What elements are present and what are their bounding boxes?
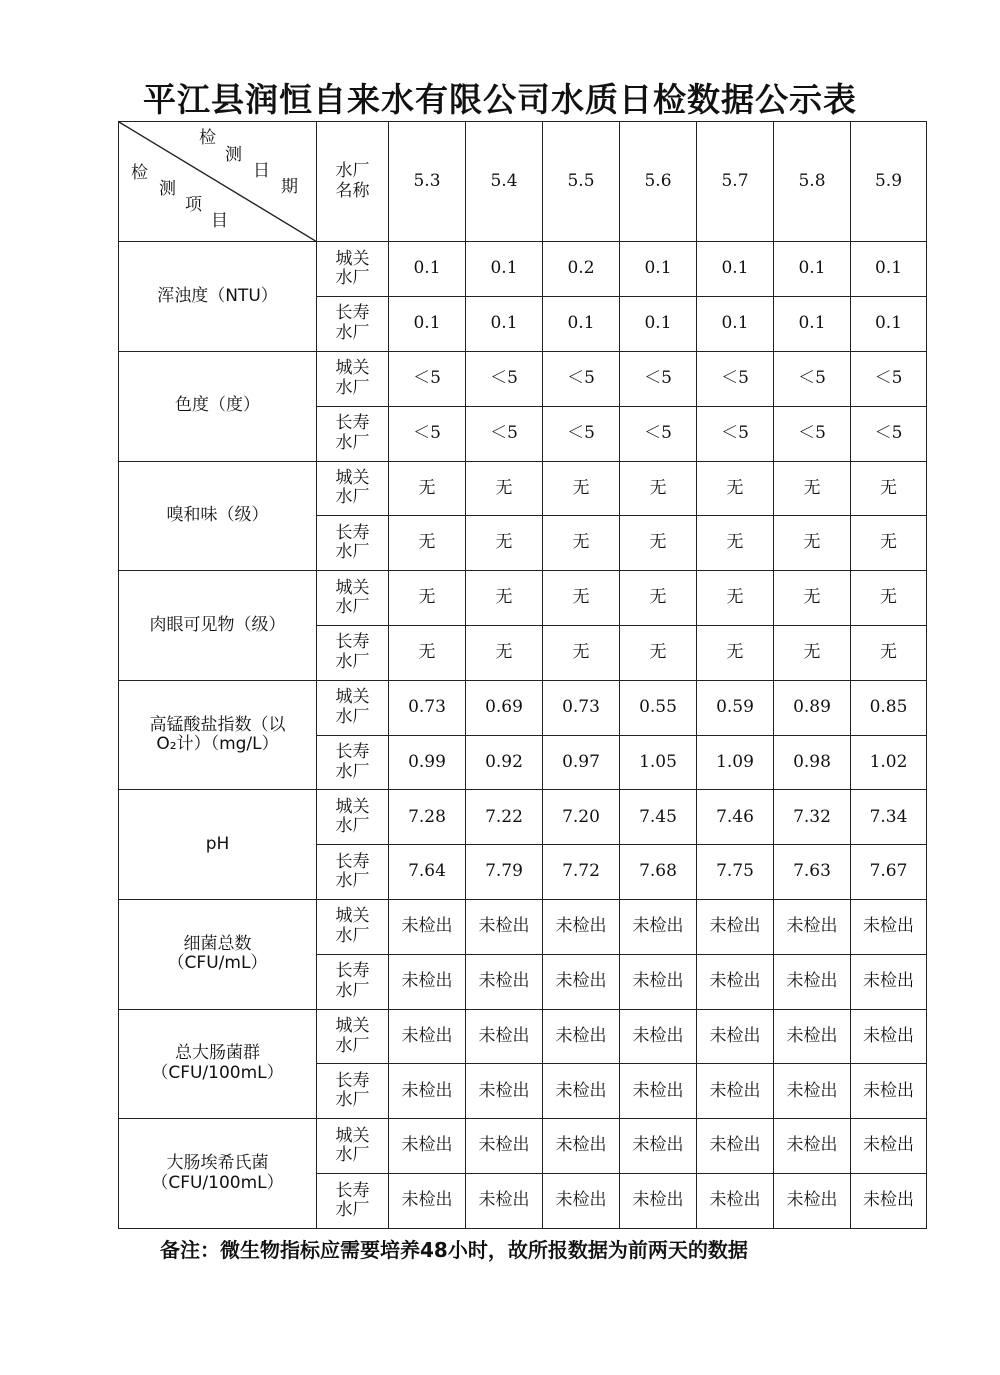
value-cell: 未检出 bbox=[620, 900, 697, 955]
value-cell: 0.1 bbox=[543, 297, 620, 352]
value-cell: 0.2 bbox=[543, 242, 620, 297]
value-cell: 无 bbox=[774, 516, 851, 571]
value-cell: 无 bbox=[466, 625, 543, 680]
value-cell: 未检出 bbox=[697, 954, 774, 1009]
value-cell: 0.97 bbox=[543, 735, 620, 790]
value-cell: 0.89 bbox=[774, 680, 851, 735]
value-cell: 未检出 bbox=[851, 900, 927, 955]
table-row bbox=[119, 571, 927, 626]
plant-name-cell: 城关 水厂 bbox=[317, 461, 389, 516]
value-cell: 未检出 bbox=[774, 1009, 851, 1064]
value-cell: 0.1 bbox=[851, 242, 927, 297]
value-cell: 0.1 bbox=[697, 242, 774, 297]
date-header: 5.9 bbox=[851, 122, 927, 242]
value-cell: 未检出 bbox=[851, 1174, 927, 1229]
date-header: 5.6 bbox=[620, 122, 697, 242]
value-cell: 0.92 bbox=[466, 735, 543, 790]
value-cell: 0.1 bbox=[774, 242, 851, 297]
value-cell: 未检出 bbox=[543, 1064, 620, 1119]
value-cell: 无 bbox=[697, 461, 774, 516]
value-cell: 无 bbox=[389, 571, 466, 626]
date-header: 5.7 bbox=[697, 122, 774, 242]
test-item-label: （CFU/mL） bbox=[167, 953, 268, 974]
footnote: 备注：微生物指标应需要培养48小时，故所报数据为前两天的数据 bbox=[160, 1238, 748, 1262]
value-cell: 未检出 bbox=[466, 900, 543, 955]
value-cell: 无 bbox=[774, 571, 851, 626]
value-cell: ＜5 bbox=[466, 406, 543, 461]
test-item-cell bbox=[119, 1009, 317, 1119]
plant-name-cell: 城关 水厂 bbox=[317, 680, 389, 735]
table-row bbox=[119, 900, 927, 955]
plant-name-cell: 长寿 水厂 bbox=[317, 1174, 389, 1229]
value-cell: 未检出 bbox=[697, 1009, 774, 1064]
value-cell: ＜5 bbox=[774, 406, 851, 461]
value-cell: 7.63 bbox=[774, 845, 851, 900]
value-cell: 0.1 bbox=[466, 297, 543, 352]
plant-name-cell: 长寿 水厂 bbox=[317, 297, 389, 352]
value-cell: 未检出 bbox=[543, 900, 620, 955]
value-cell: 0.1 bbox=[389, 297, 466, 352]
table-row bbox=[119, 680, 927, 735]
value-cell: ＜5 bbox=[774, 351, 851, 406]
test-item-cell bbox=[119, 351, 317, 461]
value-cell: 未检出 bbox=[697, 900, 774, 955]
value-cell: 0.73 bbox=[543, 680, 620, 735]
value-cell: 无 bbox=[466, 461, 543, 516]
value-cell: 未检出 bbox=[851, 1119, 927, 1174]
value-cell: 0.69 bbox=[466, 680, 543, 735]
value-cell: 未检出 bbox=[389, 900, 466, 955]
corner-top-char: 期 bbox=[281, 177, 298, 197]
value-cell: 1.05 bbox=[620, 735, 697, 790]
test-item-label: （CFU/100mL） bbox=[151, 1062, 284, 1083]
value-cell: 0.1 bbox=[466, 242, 543, 297]
value-cell: 无 bbox=[389, 516, 466, 571]
value-cell: 1.02 bbox=[851, 735, 927, 790]
value-cell: ＜5 bbox=[466, 351, 543, 406]
value-cell: 未检出 bbox=[466, 1119, 543, 1174]
value-cell: 7.67 bbox=[851, 845, 927, 900]
value-cell: 7.64 bbox=[389, 845, 466, 900]
test-item-label: 浑浊度（NTU） bbox=[157, 285, 278, 306]
date-header: 5.3 bbox=[389, 122, 466, 242]
test-item-label: 大肠埃希氏菌 bbox=[166, 1153, 269, 1174]
value-cell: 0.73 bbox=[389, 680, 466, 735]
value-cell: 无 bbox=[466, 571, 543, 626]
value-cell: 未检出 bbox=[620, 1064, 697, 1119]
value-cell: 1.09 bbox=[697, 735, 774, 790]
value-cell: 7.34 bbox=[851, 790, 927, 845]
value-cell: 未检出 bbox=[466, 1009, 543, 1064]
table-row bbox=[119, 351, 927, 406]
value-cell: 未检出 bbox=[543, 1009, 620, 1064]
value-cell: 未检出 bbox=[851, 1009, 927, 1064]
value-cell: 7.22 bbox=[466, 790, 543, 845]
corner-top-char: 测 bbox=[225, 145, 242, 165]
test-item-label: 色度（度） bbox=[175, 395, 260, 416]
value-cell: 无 bbox=[697, 516, 774, 571]
value-cell: 未检出 bbox=[620, 1009, 697, 1064]
value-cell: 未检出 bbox=[389, 1064, 466, 1119]
value-cell: 无 bbox=[620, 516, 697, 571]
table-row bbox=[119, 790, 927, 845]
value-cell: 7.28 bbox=[389, 790, 466, 845]
value-cell: 未检出 bbox=[620, 954, 697, 1009]
value-cell: 7.32 bbox=[774, 790, 851, 845]
value-cell: 0.1 bbox=[620, 297, 697, 352]
plant-name-cell: 城关 水厂 bbox=[317, 1119, 389, 1174]
value-cell: 无 bbox=[620, 571, 697, 626]
plant-name-cell: 长寿 水厂 bbox=[317, 516, 389, 571]
value-cell: ＜5 bbox=[697, 351, 774, 406]
value-cell: 0.1 bbox=[851, 297, 927, 352]
value-cell: 未检出 bbox=[389, 954, 466, 1009]
value-cell: ＜5 bbox=[851, 406, 927, 461]
test-item-label: 高锰酸盐指数（以 bbox=[149, 714, 286, 735]
value-cell: ＜5 bbox=[389, 406, 466, 461]
test-item-cell bbox=[119, 790, 317, 900]
value-cell: 无 bbox=[851, 571, 927, 626]
value-cell: 0.55 bbox=[620, 680, 697, 735]
date-header: 5.4 bbox=[466, 122, 543, 242]
value-cell: 未检出 bbox=[774, 1064, 851, 1119]
plant-name-cell: 城关 水厂 bbox=[317, 900, 389, 955]
value-cell: 无 bbox=[620, 461, 697, 516]
test-item-cell bbox=[119, 680, 317, 790]
date-header: 5.5 bbox=[543, 122, 620, 242]
value-cell: 未检出 bbox=[620, 1174, 697, 1229]
value-cell: 0.1 bbox=[774, 297, 851, 352]
water-quality-table bbox=[118, 121, 927, 1229]
value-cell: 0.1 bbox=[389, 242, 466, 297]
value-cell: 未检出 bbox=[389, 1119, 466, 1174]
corner-top-char: 检 bbox=[199, 128, 216, 148]
test-item-cell bbox=[119, 1119, 317, 1229]
table-row bbox=[119, 1009, 927, 1064]
plant-name-cell: 长寿 水厂 bbox=[317, 954, 389, 1009]
value-cell: ＜5 bbox=[697, 406, 774, 461]
value-cell: 未检出 bbox=[697, 1064, 774, 1119]
value-cell: 0.99 bbox=[389, 735, 466, 790]
value-cell: ＜5 bbox=[543, 351, 620, 406]
plant-name-cell: 城关 水厂 bbox=[317, 571, 389, 626]
test-item-label: pH bbox=[205, 833, 230, 854]
value-cell: 7.72 bbox=[543, 845, 620, 900]
value-cell: 无 bbox=[851, 516, 927, 571]
plant-name-cell: 城关 水厂 bbox=[317, 1009, 389, 1064]
test-item-label: 嗅和味（级） bbox=[166, 505, 269, 526]
corner-bottom-char: 检 bbox=[131, 163, 148, 183]
value-cell: 7.20 bbox=[543, 790, 620, 845]
test-item-label: 细菌总数 bbox=[183, 933, 252, 954]
value-cell: 7.75 bbox=[697, 845, 774, 900]
plant-name-cell: 城关 水厂 bbox=[317, 790, 389, 845]
value-cell: 未检出 bbox=[851, 1064, 927, 1119]
test-item-label: （CFU/100mL） bbox=[151, 1172, 284, 1193]
value-cell: 未检出 bbox=[697, 1119, 774, 1174]
value-cell: 无 bbox=[543, 516, 620, 571]
value-cell: 未检出 bbox=[774, 1119, 851, 1174]
value-cell: 无 bbox=[543, 625, 620, 680]
test-item-cell bbox=[119, 571, 317, 681]
value-cell: 无 bbox=[697, 571, 774, 626]
value-cell: 0.85 bbox=[851, 680, 927, 735]
value-cell: ＜5 bbox=[389, 351, 466, 406]
value-cell: 7.68 bbox=[620, 845, 697, 900]
value-cell: 7.46 bbox=[697, 790, 774, 845]
value-cell: 未检出 bbox=[543, 954, 620, 1009]
value-cell: 0.98 bbox=[774, 735, 851, 790]
value-cell: 无 bbox=[466, 516, 543, 571]
value-cell: 未检出 bbox=[389, 1009, 466, 1064]
value-cell: 无 bbox=[389, 461, 466, 516]
value-cell: 无 bbox=[774, 461, 851, 516]
value-cell: 0.1 bbox=[620, 242, 697, 297]
value-cell: 7.79 bbox=[466, 845, 543, 900]
value-cell: 未检出 bbox=[543, 1174, 620, 1229]
plant-name-cell: 长寿 水厂 bbox=[317, 406, 389, 461]
value-cell: ＜5 bbox=[620, 351, 697, 406]
value-cell: 无 bbox=[697, 625, 774, 680]
plant-name-header: 水厂 名称 bbox=[317, 122, 389, 242]
value-cell: 未检出 bbox=[543, 1119, 620, 1174]
value-cell: 无 bbox=[389, 625, 466, 680]
table-row bbox=[119, 1119, 927, 1174]
value-cell: 未检出 bbox=[466, 1174, 543, 1229]
plant-name-cell: 城关 水厂 bbox=[317, 242, 389, 297]
value-cell: 无 bbox=[851, 625, 927, 680]
value-cell: 无 bbox=[543, 461, 620, 516]
value-cell: 未检出 bbox=[466, 1064, 543, 1119]
value-cell: 未检出 bbox=[774, 1174, 851, 1229]
table-row bbox=[119, 461, 927, 516]
header-corner-cell bbox=[119, 122, 317, 242]
test-item-cell bbox=[119, 242, 317, 352]
value-cell: ＜5 bbox=[620, 406, 697, 461]
value-cell: 未检出 bbox=[774, 954, 851, 1009]
test-item-label: 总大肠菌群 bbox=[175, 1043, 260, 1064]
value-cell: 无 bbox=[620, 625, 697, 680]
value-cell: 未检出 bbox=[620, 1119, 697, 1174]
value-cell: ＜5 bbox=[851, 351, 927, 406]
value-cell: 0.59 bbox=[697, 680, 774, 735]
value-cell: ＜5 bbox=[543, 406, 620, 461]
value-cell: 未检出 bbox=[697, 1174, 774, 1229]
value-cell: 7.45 bbox=[620, 790, 697, 845]
plant-name-cell: 长寿 水厂 bbox=[317, 735, 389, 790]
plant-name-cell: 长寿 水厂 bbox=[317, 1064, 389, 1119]
plant-name-cell: 长寿 水厂 bbox=[317, 845, 389, 900]
value-cell: 无 bbox=[543, 571, 620, 626]
value-cell: 未检出 bbox=[774, 900, 851, 955]
header-row bbox=[119, 122, 927, 242]
corner-top-char: 日 bbox=[253, 161, 270, 181]
page-title: 平江县润恒自来水有限公司水质日检数据公示表 bbox=[143, 80, 857, 119]
date-header: 5.8 bbox=[774, 122, 851, 242]
value-cell: 未检出 bbox=[389, 1174, 466, 1229]
value-cell: 无 bbox=[851, 461, 927, 516]
test-item-label: 肉眼可见物（级） bbox=[149, 614, 286, 635]
value-cell: 0.1 bbox=[697, 297, 774, 352]
corner-bottom-char: 项 bbox=[185, 195, 202, 215]
value-cell: 无 bbox=[774, 625, 851, 680]
plant-name-cell: 城关 水厂 bbox=[317, 351, 389, 406]
test-item-cell bbox=[119, 461, 317, 571]
corner-bottom-char: 测 bbox=[159, 179, 176, 199]
test-item-cell bbox=[119, 900, 317, 1010]
table-row bbox=[119, 242, 927, 297]
test-item-label: O₂计）（mg/L） bbox=[156, 734, 279, 755]
value-cell: 未检出 bbox=[851, 954, 927, 1009]
corner-bottom-char: 目 bbox=[211, 211, 228, 231]
value-cell: 未检出 bbox=[466, 954, 543, 1009]
plant-name-cell: 长寿 水厂 bbox=[317, 625, 389, 680]
